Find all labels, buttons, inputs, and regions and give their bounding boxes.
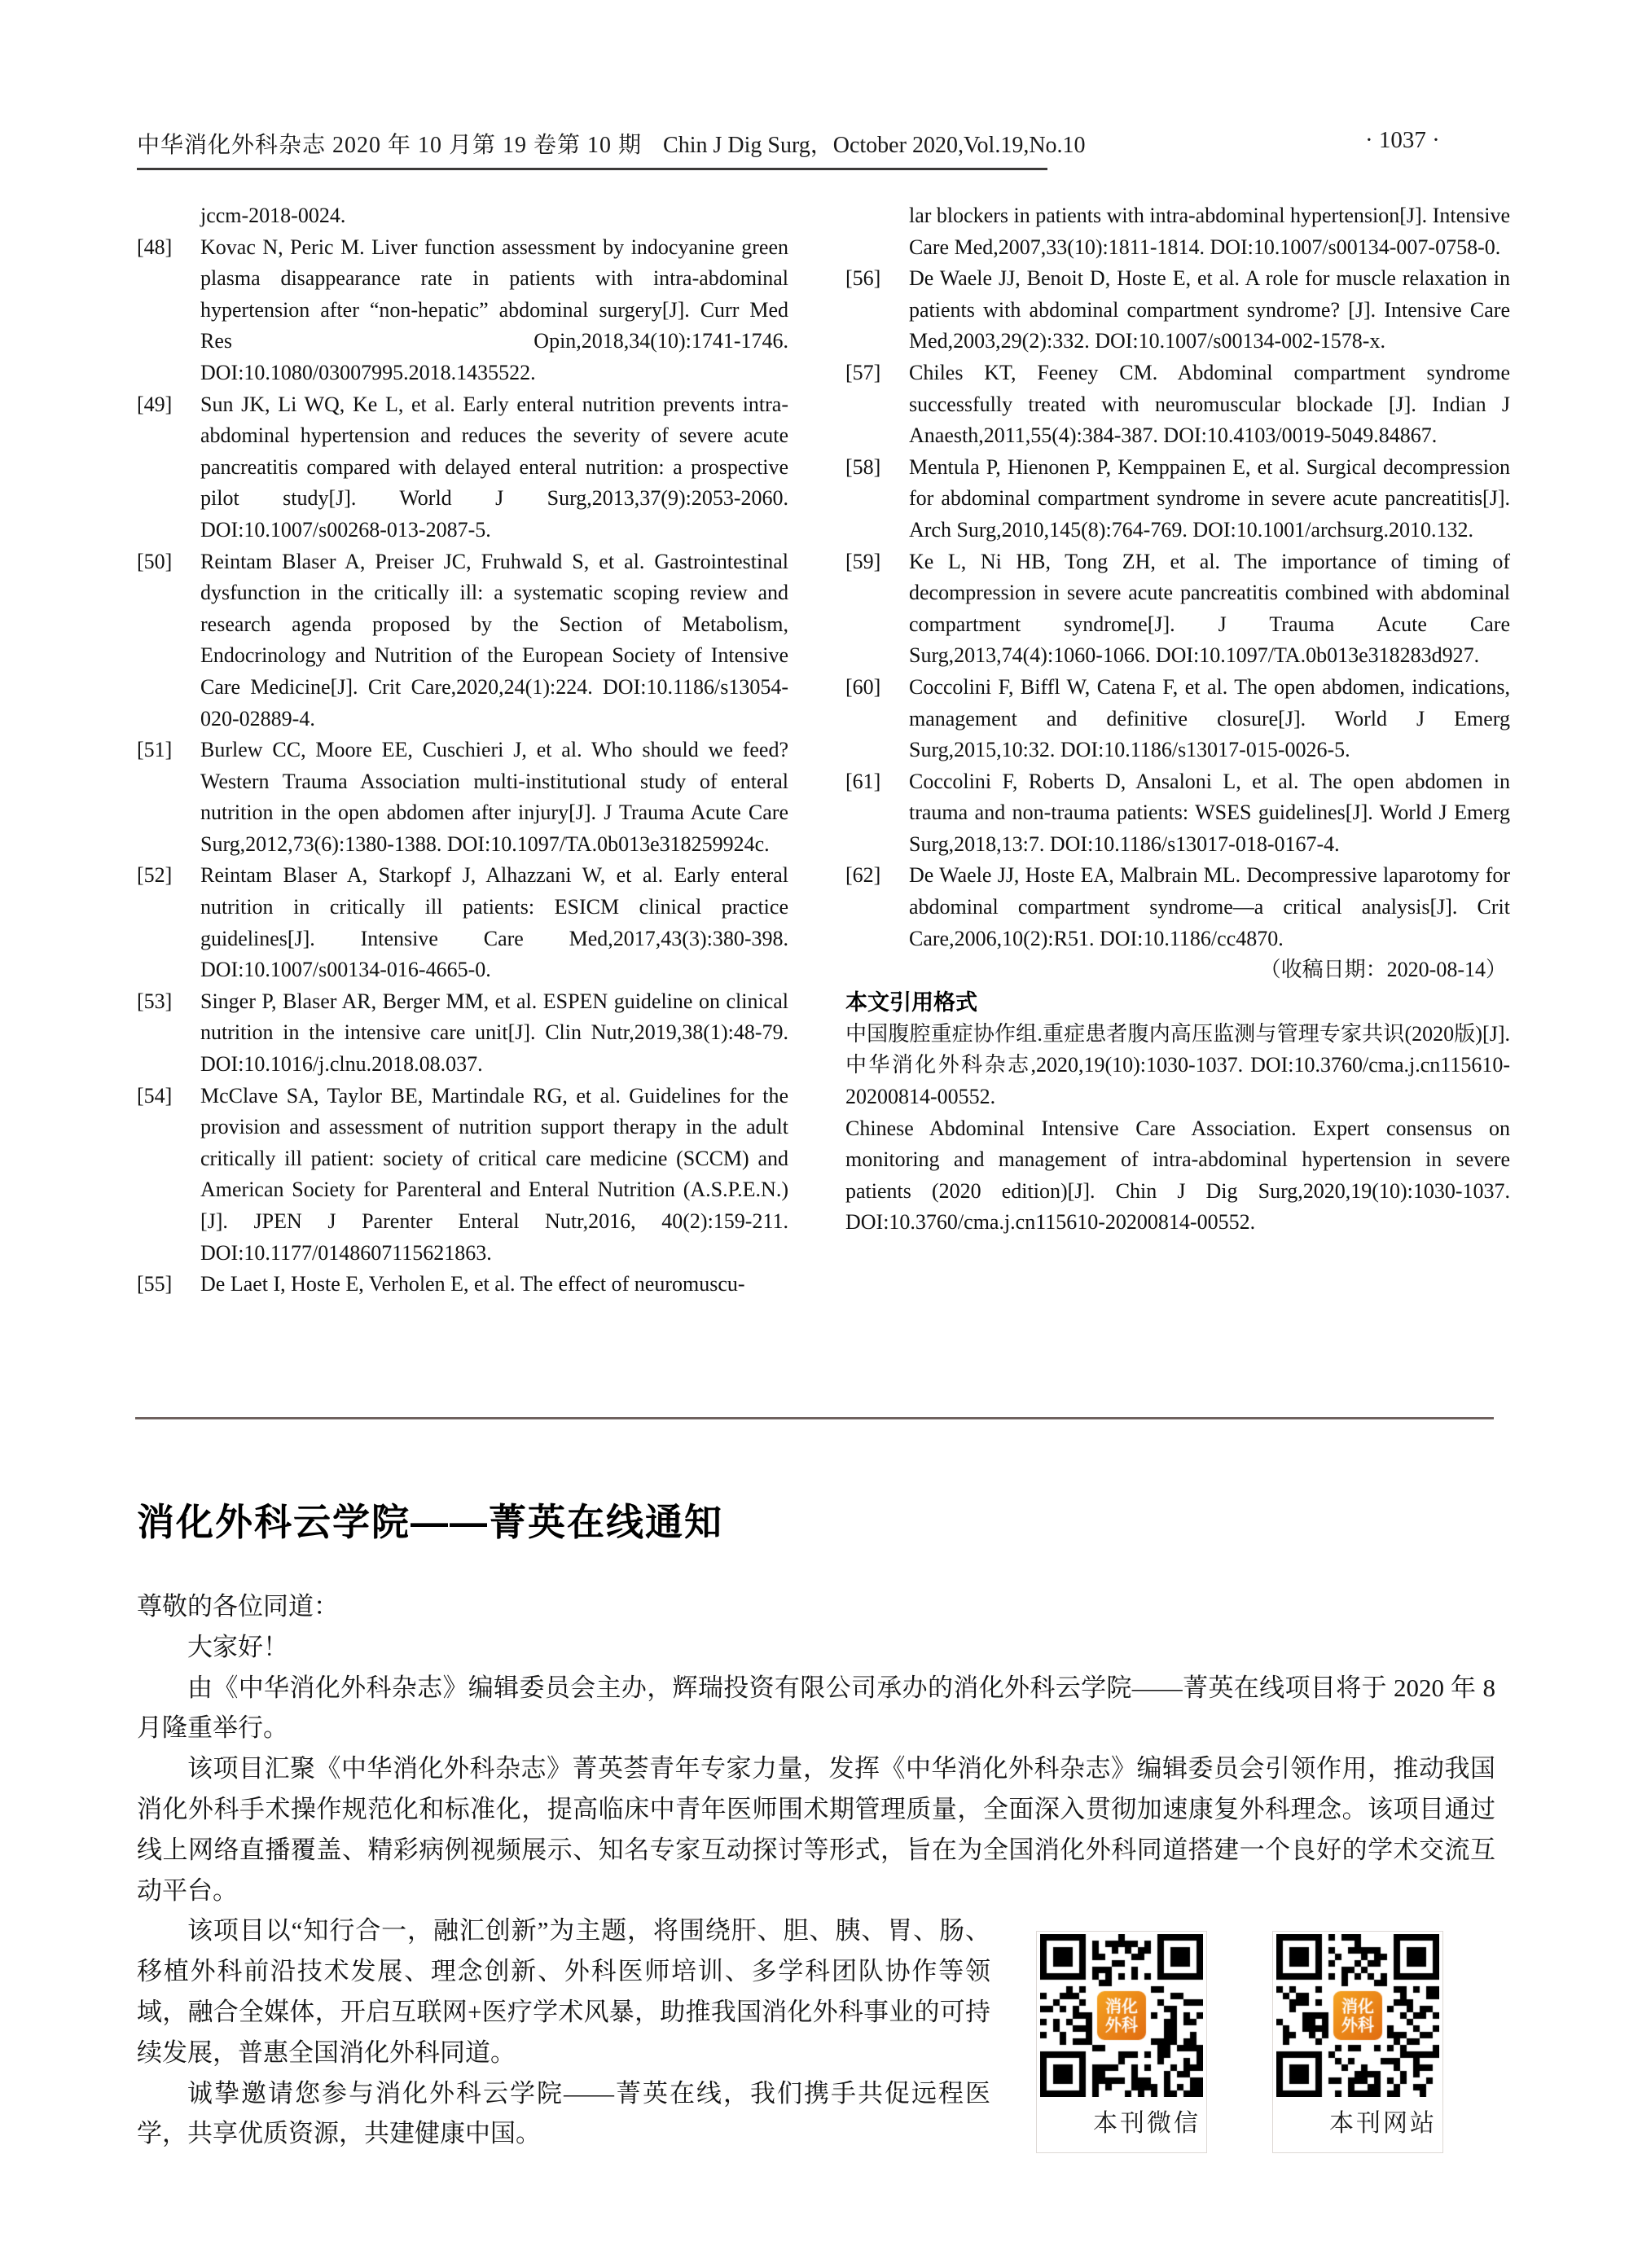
reference-text: Singer P, Blaser AR, Berger MM, et al. ESPEN guideline on clinical nutrition in the intensive care unit[J]. Clin Nutr,2019,38(1):48-79. DOI:10.1016/j.clnu.2018.08.037.	[200, 989, 788, 1077]
reference-text: Mentula P, Hienonen P, Kemppainen E, et al. Surgical decompression for abdominal compartment syndrome in severe acute pancreatitis[J]. Arch Surg,2010,145(8):764-769. DOI:10.1001/archsurg.2010.132.	[909, 454, 1510, 542]
qr-caption: 本刊网站	[1329, 2110, 1437, 2138]
reference-number: [49]	[137, 392, 173, 416]
qr-block-wechat	[1036, 1931, 1207, 2153]
reference-entry	[137, 1081, 788, 1270]
reference-entry	[845, 358, 1510, 452]
announcement-paragraph-6: 诚挚邀请您参与消化外科云学院——菁英在线，我们携手共促远程医学，共享优质资源，共建健康中国。	[137, 2078, 990, 2148]
reference-text: Kovac N, Peric M. Liver function assessment by indocyanine green plasma disappearance rate in patients with intra-abdominal hypertension after “non-hepatic” abdominal surgery[J]. Curr Med Res Opin,2018,34(10):1741-1746. DOI:10.1080/03007995.2018.1435522.	[200, 235, 788, 384]
reference-entry	[845, 860, 1510, 954]
reference-continuation	[137, 200, 788, 232]
reference-number: [52]	[137, 863, 173, 888]
reference-number: [53]	[137, 989, 173, 1013]
reference-text: Sun JK, Li WQ, Ke L, et al. Early enteral nutrition prevents intra-abdominal hypertension and reduces the severity of severe acute pancreatitis compared with delayed enteral nutrition: a prospective pilot study[J]. World J Surg,2013,37(9):2053-2060. DOI:10.1007/s00268-013-2087-5.	[200, 392, 788, 542]
reference-entry	[137, 735, 788, 860]
reference-text: De Waele JJ, Benoit D, Hoste E, et al. A role for muscle relaxation in patients with abdominal compartment syndrome? [J]. Intensive Care Med,2003,29(2):332. DOI:10.1007/s00134-002-1578-x.	[909, 266, 1510, 353]
reference-entry	[845, 672, 1510, 766]
reference-number: [59]	[845, 549, 881, 573]
citation-format-heading: 本文引用格式	[845, 989, 977, 1015]
references-right-list	[845, 200, 1510, 954]
citation-english: Chinese Abdominal Intensive Care Association. Expert consensus on monitoring and management of intra-abdominal hypertension in severe patients (2020 edition)[J]. Chin J Dig Surg,2020,19(10):1030-1037. DOI:10.3760/cma.j.cn115610-20200814-00552.	[845, 1116, 1510, 1235]
reference-entry	[137, 389, 788, 546]
announcement-paragraph-1: 尊敬的各位同道：	[137, 1592, 339, 1621]
reference-number: [60]	[845, 674, 881, 699]
reference-entry	[845, 766, 1510, 861]
reference-number: [58]	[845, 454, 881, 479]
qr-code-group	[1007, 1931, 1495, 2200]
section-divider	[135, 1417, 1494, 1419]
qr-code-website-image	[1276, 1934, 1439, 2097]
qr-code-wechat-image	[1040, 1934, 1203, 2097]
journal-title-cn: 中华消化外科杂志 2020 年 10 月第 19 卷第 10 期	[137, 133, 643, 158]
reference-entry	[137, 1269, 788, 1301]
reference-entry	[137, 860, 788, 985]
reference-text: jccm-2018-0024.	[200, 204, 346, 227]
reference-entry	[137, 986, 788, 1081]
reference-text: Reintam Blaser A, Preiser JC, Fruhwald S, et al. Gastrointestinal dysfunction in the critically ill: a systematic scoping review and research agenda proposed by the Section of Metabolism, Endocrinology and Nutrition of the European Society of Intensive Care Medicine[J]. Crit Care,2020,24(1):224. DOI:10.1186/s13054-020-02889-4.	[200, 549, 788, 730]
references-right-column	[845, 200, 1510, 1239]
journal-title-en: Chin J Dig Surg，October 2020,Vol.19,No.10	[663, 133, 1086, 158]
citation-chinese: 中国腹腔重症协作组.重症患者腹内高压监测与管理专家共识(2020版)[J].中华消化外科杂志,2020,19(10):1030-1037. DOI:10.3760/cma.j.cn115610-20200814-00552.	[845, 1021, 1510, 1109]
reference-entry	[137, 232, 788, 389]
announcement-paragraph-2: 大家好！	[187, 1632, 288, 1661]
reference-text: Ke L, Ni HB, Tong ZH, et al. The importance of timing of decompression in severe acute pancreatitis combined with abdominal compartment syndrome[J]. J Trauma Acute Care Surg,2013,74(4):1060-1066. DOI:10.1097/TA.0b013e318283d927.	[909, 549, 1510, 668]
page-header	[137, 127, 1513, 160]
reference-number: [61]	[845, 769, 881, 793]
reference-entry	[845, 546, 1510, 672]
reference-number: [56]	[845, 266, 881, 291]
qr-caption: 本刊微信	[1093, 2110, 1201, 2138]
reference-continuation	[845, 200, 1510, 263]
reference-text: De Laet I, Hoste E, Verholen E, et al. The effect of neuromuscu-	[200, 1272, 745, 1296]
reference-text: Chiles KT, Feeney CM. Abdominal compartment syndrome successfully treated with neuromuscular blockade [J]. Indian J Anaesth,2011,55(4):384-387. DOI:10.4103/0019-5049.84867.	[909, 360, 1510, 448]
header-rule	[137, 168, 1047, 170]
reference-number: [51]	[137, 738, 173, 762]
reference-text: De Waele JJ, Hoste EA, Malbrain ML. Decompressive laparotomy for abdominal compartment syndrome—a critical analysis[J]. Crit Care,2006,10(2):R51. DOI:10.1186/cc4870.	[909, 863, 1510, 950]
reference-number: [54]	[137, 1083, 173, 1108]
reference-entry	[845, 452, 1510, 546]
reference-text: Reintam Blaser A, Starkopf J, Alhazzani W, et al. Early enteral nutrition in critically ill patients: ESICM clinical practice guidelines[J]. Intensive Care Med,2017,43(3):380-398. DOI:10.1007/s00134-016-4665-0.	[200, 863, 788, 982]
reference-entry	[137, 546, 788, 735]
reference-number: [48]	[137, 235, 173, 259]
reference-text: Burlew CC, Moore EE, Cuschieri J, et al. Who should we feed? Western Trauma Association multi-institutional study of enteral nutrition in the open abdomen after injury[J]. J Trauma Acute Care Surg,2012,73(6):1380-1388. DOI:10.1097/TA.0b013e318259924c.	[200, 738, 788, 856]
reference-entry	[845, 263, 1510, 358]
references-left-column	[137, 200, 788, 1301]
announcement-title: 消化外科云学院——菁英在线通知	[137, 1501, 723, 1543]
announcement-paragraph-5: 本刊微信 本刊网站 该项目以“知行合一，融汇创新”为主题，将围绕肝、胆、胰、胃、肠、移植外科前沿技术发展、理念创新、外科医师培训、多学科团队协作等领域，融合全媒体，开启互联网+医疗学术风暴，助推我国消化外科事业的可持续发展，普惠全国消化外科同道。	[137, 1910, 1495, 2073]
page-number: · 1037 ·	[1365, 127, 1440, 153]
reference-text: McClave SA, Taylor BE, Martindale RG, et al. Guidelines for the provision and assessment of nutrition support therapy in the adult critically ill patient: society of critical care medicine (SCCM) and American Society for Parenteral and Enteral Nutrition (A.S.P.E.N.)[J]. JPEN J Parenter Enteral Nutr,2016, 40(2):159-211. DOI:10.1177/0148607115621863.	[200, 1083, 788, 1265]
reference-text: lar blockers in patients with intra-abdominal hypertension[J]. Intensive Care Med,2007,33(10):1811-1814. DOI:10.1007/s00134-007-0758-0.	[909, 204, 1510, 259]
qr-block-website	[1272, 1931, 1443, 2153]
reference-number: [50]	[137, 549, 173, 573]
announcement-paragraph-3: 由《中华消化外科杂志》编辑委员会主办，辉瑞投资有限公司承办的消化外科云学院——菁英在线项目将于 2020 年 8 月隆重举行。	[137, 1673, 1495, 1743]
announcement-paragraph-4: 该项目汇聚《中华消化外科杂志》菁英荟青年专家力量，发挥《中华消化外科杂志》编辑委员会引领作用，推动我国消化外科手术操作规范化和标准化，提高临床中青年医师围术期管理质量，全面深入贯彻加速康复外科理念。该项目通过线上网络直播覆盖、精彩病例视频展示、知名专家互动探讨等形式，旨在为全国消化外科同道搭建一个良好的学术交流互动平台。	[137, 1754, 1495, 1905]
reference-text: Coccolini F, Biffl W, Catena F, et al. The open abdomen, indications, management and definitive closure[J]. World J Emerg Surg,2015,10:32. DOI:10.1186/s13017-015-0026-5.	[909, 674, 1510, 762]
reference-number: [57]	[845, 360, 881, 384]
reference-text: Coccolini F, Roberts D, Ansaloni L, et al. The open abdomen in trauma and non-trauma patients: WSES guidelines[J]. World J Emerg Surg,2018,13:7. DOI:10.1186/s13017-018-0167-4.	[909, 769, 1510, 856]
reference-number: [62]	[845, 863, 881, 888]
announcement-body	[137, 1586, 1495, 2200]
reference-number: [55]	[137, 1272, 173, 1296]
received-date: （收稿日期：2020-08-14）	[1259, 958, 1507, 982]
